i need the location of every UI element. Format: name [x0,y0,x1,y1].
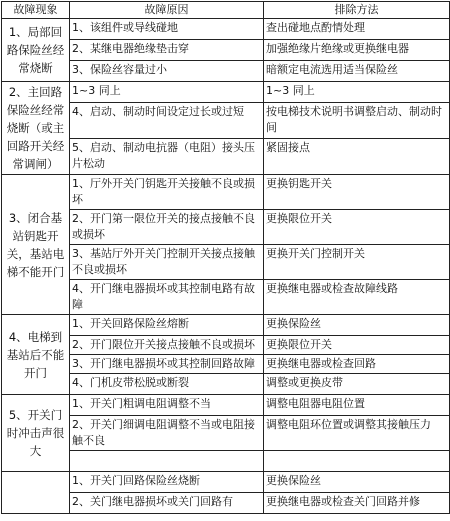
cause-cell: 3、基站厅外开关门控制开关接点接触不良或损坏 [70,245,264,280]
fix-cell: 查出碰地点酌情处理 [264,19,450,40]
symptom-cell: 3、闭合基站钥匙开关，基站电梯不能开门 [2,175,70,315]
fix-cell: 更换钥匙开关 [264,175,450,210]
cause-cell: 1、开关门粗调电阻调整不当 [70,395,264,416]
cause-cell: 1、厅外开关门钥匙开关接触不良或损坏 [70,175,264,210]
cause-cell: 2、开关门细调电阻调整不当或电阻接触不良 [70,416,264,451]
symptom-cell: 4、电梯到基站后不能开门 [2,315,70,395]
table-row [2,472,450,493]
table-row [2,315,450,336]
header-fix: 排除方法 [264,2,450,19]
fix-cell: 按电梯技术说明书调整启动、制动时间 [264,103,450,139]
cause-cell: 1~3 同上 [70,82,264,103]
table-row [2,210,450,245]
fix-cell [264,451,450,472]
fix-cell: 调整电阻环位置或调整其接触压力 [264,416,450,451]
symptom-cell: 1、局部回路保险丝经常烧断 [2,19,70,82]
cause-cell: 2、开门第一限位开关的接点接触不良或损坏 [70,210,264,245]
cause-cell [70,451,264,472]
fix-cell: 调整或更换皮带 [264,374,450,395]
table-row [2,355,450,374]
fix-cell: 暗额定电流选用适当保险丝 [264,61,450,82]
symptom-cell: 2、主回路保险丝经常烧断（或主回路开关经常调闸） [2,82,70,175]
fix-cell: 更换限位开关 [264,336,450,355]
cause-cell: 4、门机皮带松脱或断裂 [70,374,264,395]
cause-cell: 1、该组件或导线碰地 [70,19,264,40]
cause-cell: 2、某继电器绝缘垫击穿 [70,40,264,61]
table-row [2,61,450,82]
fix-cell: 更换保险丝 [264,315,450,336]
cause-cell: 4、开门继电器损坏或其控制电路有故障 [70,280,264,315]
fix-cell: 紧固接点 [264,139,450,175]
table-row [2,139,450,175]
cause-cell: 3、保险丝容量过小 [70,61,264,82]
cause-cell: 1、开关门回路保险丝烧断 [70,472,264,493]
fix-cell: 更换开关门控制开关 [264,245,450,280]
table-row [2,395,450,416]
table-row [2,493,450,514]
table-row [2,103,450,139]
table-row [2,280,450,315]
cause-cell: 4、启动、制动时间设定过长或过短 [70,103,264,139]
fix-cell: 调整电阻器电阻位置 [264,395,450,416]
table-row [2,374,450,395]
symptom-cell: 5、开关门时冲击声很大 [2,395,70,472]
fix-cell: 更换限位开关 [264,210,450,245]
symptom-cell [2,472,70,514]
header-cause: 故障原因 [70,2,264,19]
fix-cell: 更换继电器或检查故障线路 [264,280,450,315]
table-row [2,336,450,355]
table-row [2,19,450,40]
fix-cell: 加强绝缘片绝缘或更换继电器 [264,40,450,61]
fix-cell: 更换保险丝 [264,472,450,493]
fault-table [1,1,450,514]
cause-cell: 5、启动、制动电抗器（电阻）接头压片松动 [70,139,264,175]
table-row [2,245,450,280]
table-row [2,451,450,472]
table-row [2,82,450,103]
table-row [2,416,450,451]
fix-cell: 更换继电器或检查关门回路并修 [264,493,450,514]
fix-cell: 更换继电器或检查回路 [264,355,450,374]
cause-cell: 1、开关回路保险丝熔断 [70,315,264,336]
cause-cell: 2、开门限位开关接点接触不良或损坏 [70,336,264,355]
fix-cell: 1~3 同上 [264,82,450,103]
header-row [2,2,450,19]
table-row [2,175,450,210]
cause-cell: 2、关门继电器损坏或关门回路有 [70,493,264,514]
header-symptom: 故障现象 [2,2,70,19]
table-row [2,40,450,61]
cause-cell: 3、开门继电器损坏或其控制回路故障 [70,355,264,374]
